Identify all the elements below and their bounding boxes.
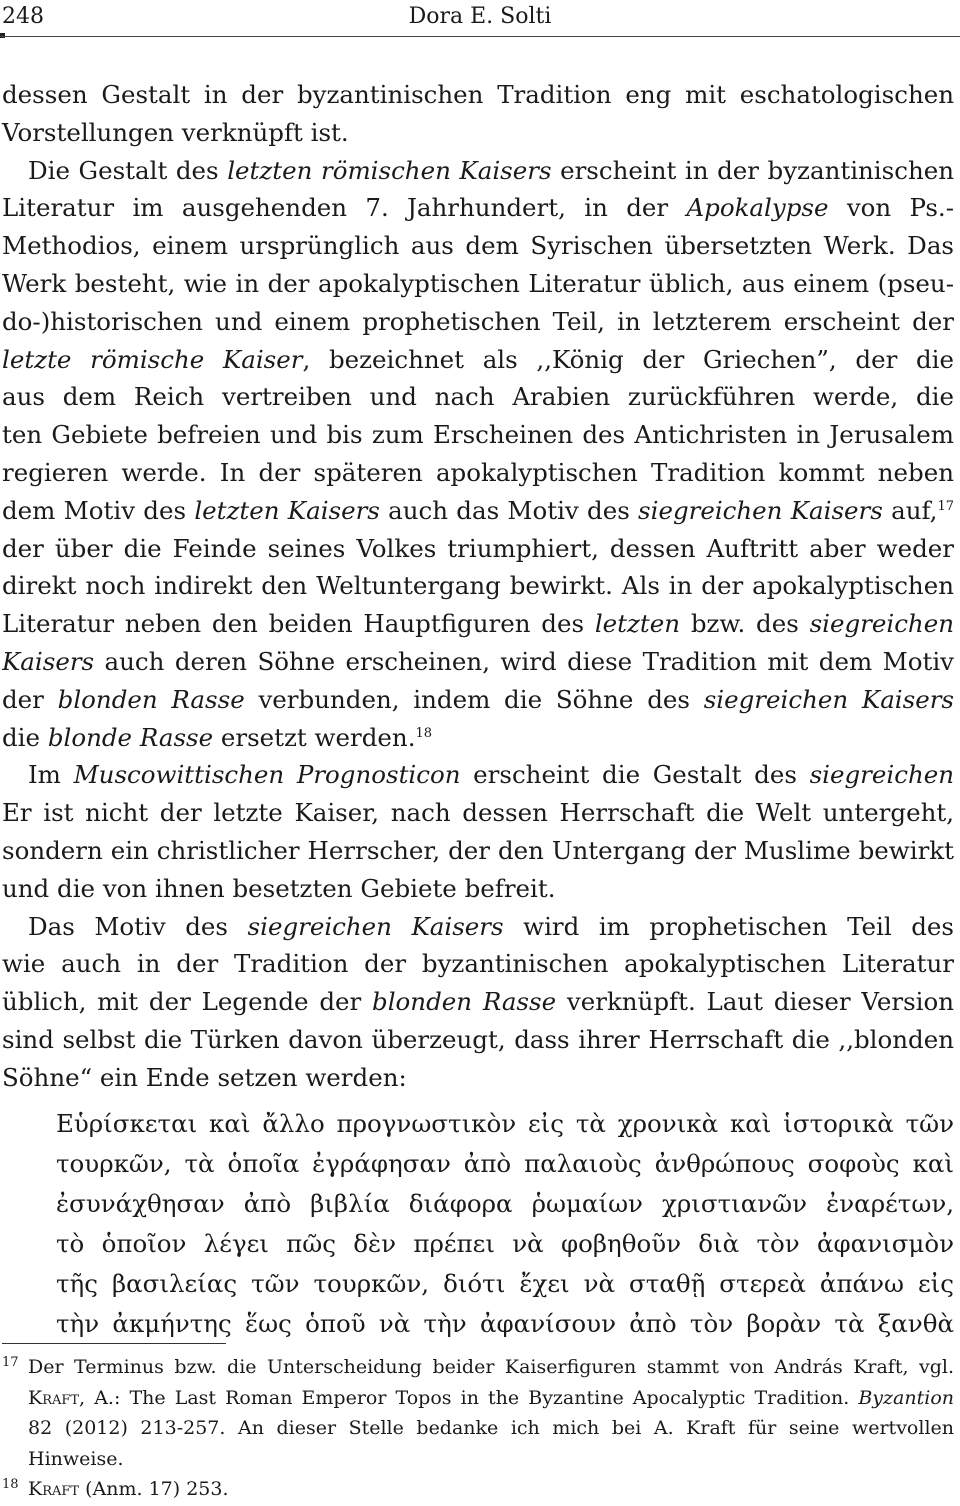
running-header — [0, 4, 960, 34]
quote-line: τὴν ἀκμήντης ἕως ὁποῦ νὰ τὴν ἀφανίσουν ἀπὸ τὸν βορὰν τὰ ξανθὰ — [56, 1309, 954, 1338]
text-line: sind selbst die Türken davon überzeugt, dass ihrer Herrschaft die ,,blonden — [2, 1024, 954, 1054]
text-line: regieren werde. In der späteren apokalyptischen Tradition kommt neben — [2, 457, 954, 487]
text-line: Werk besteht, wie in der apokalyptischen Literatur üblich, aus einem (pseu- — [2, 268, 954, 298]
text-line: die blonde Rasse ersetzt werden.$^{18}$ — [2, 722, 433, 752]
text-line: dessen Gestalt in der byzantinischen Tradition eng mit eschatologischen — [2, 80, 954, 109]
footnote-rule — [2, 1343, 226, 1344]
text-line: dem Motiv des letzten Kaisers auch das Motiv des siegreichen Kaisers auf,$^{17}$ — [2, 495, 954, 525]
text-line: und die von ihnen besetzten Gebiete befreit. — [2, 873, 556, 903]
text-line: aus dem Reich vertreiben und nach Arabien zurückführen werde, die — [2, 382, 954, 412]
footnotes — [2, 1352, 954, 1505]
text-line: wie auch in der Tradition der byzantinischen apokalyptischen Literatur — [2, 949, 954, 979]
text-line: Söhne“ ein Ende setzen werden: — [2, 1062, 407, 1092]
text-line: Vorstellungen verknüpft ist. — [2, 117, 349, 147]
quote-line: τουρκῶν, τὰ ὁποῖα ἐγράφησαν ἀπὸ παλαιοὺς ἀνθρώπους σοφοὺς καὶ — [56, 1149, 954, 1178]
main-text — [2, 76, 954, 1097]
quote-line: τῆς βασιλείας τῶν τουρκῶν, διότι ἔχει νὰ σταθῇ στερεὰ ἀπάνω εἰς — [56, 1269, 954, 1298]
quote-line: ἐσυνάχθησαν ἀπὸ βιβλία διάφορα ῥωμαίων χριστιανῶν ἐναρέτων, — [56, 1189, 954, 1218]
footnote-line: Kraft (Anm. 17) 253. — [28, 1478, 229, 1500]
text-line: Kaisers auch deren Söhne erscheinen, wird diese Tradition mit dem Motiv — [2, 646, 954, 676]
quote-line: Εὑρίσκεται καὶ ἄλλο προγνωστικὸν εἰς τὰ χρονικὰ καὶ ἱστορικὰ τῶν — [56, 1109, 954, 1138]
text-line: sondern ein christlicher Herrscher, der den Untergang der Muslime bewirkt — [2, 835, 954, 865]
footnote-line: Der Terminus bzw. die Unterscheidung beider Kaiserfiguren stammt von András Kraft, vgl. — [28, 1356, 954, 1378]
running-author: Dora E. Solti — [408, 4, 552, 29]
footnote-line: 82 (2012) 213-257. An dieser Stelle bedanke ich mich bei A. Kraft für seine wertvollen — [28, 1417, 954, 1439]
footnote-ref-17[interactable]: 17 — [937, 498, 954, 514]
quote-line: τὸ ὁποῖον λέγει πῶς δὲν πρέπει νὰ φοβηθοῦν διὰ τὸν ἀφανισμὸν — [56, 1229, 954, 1258]
footnote-line: Kraft, A.: The Last Roman Emperor Topos in the Byzantine Apocalyptic Tradition. Byzantion — [28, 1386, 954, 1409]
footnote-18 — [2, 1474, 954, 1505]
text-line: Das Motiv des siegreichen Kaisers wird im prophetischen Teil des — [28, 911, 954, 941]
text-line: Im Muscowittischen Prognosticon erscheint die Gestalt des siegreichen — [28, 760, 954, 790]
header-rule — [0, 36, 960, 37]
text-line: Literatur neben den beiden Hauptfiguren des letzten bzw. des siegreichen — [2, 609, 954, 639]
text-line: Methodios, einem ursprünglich aus dem Syrischen übersetzten Werk. Das — [2, 231, 954, 261]
text-line: üblich, mit der Legende der blonden Rasse verknüpft. Laut dieser Version — [2, 987, 954, 1017]
footnote-number: 18 — [2, 1477, 19, 1492]
text-line: direkt noch indirekt den Weltuntergang bewirkt. Als in der apokalyptischen — [2, 571, 954, 601]
footnote-number: 17 — [2, 1355, 19, 1370]
footnote-ref-18[interactable]: 18 — [415, 725, 433, 741]
greek-block-quote — [56, 1104, 954, 1344]
text-line: Die Gestalt des letzten römischen Kaisers erscheint in der byzantinischen — [28, 155, 954, 185]
text-line: do-)historischen und einem prophetischen Teil, in letzterem erscheint der — [2, 306, 954, 336]
text-line: Literatur im ausgehenden 7. Jahrhundert, in der Apokalypse von Ps.- — [2, 193, 954, 223]
text-line: ten Gebiete befreien und bis zum Erscheinen des Antichristen in Jerusalem — [2, 420, 954, 450]
footnote-17 — [2, 1352, 954, 1474]
text-line: letzte römische Kaiser, bezeichnet als ,,König der Griechen”, der die — [2, 344, 954, 374]
text-line: Er ist nicht der letzte Kaiser, nach dessen Herrschaft die Welt untergeht, — [2, 798, 954, 828]
page-number: 248 — [2, 4, 44, 29]
text-line: der blonden Rasse verbunden, indem die Söhne des siegreichen Kaisers — [2, 684, 954, 714]
text-line: der über die Feinde seines Volkes triumphiert, dessen Auftritt aber weder — [2, 533, 954, 563]
footnote-line: Hinweise. — [28, 1447, 124, 1470]
